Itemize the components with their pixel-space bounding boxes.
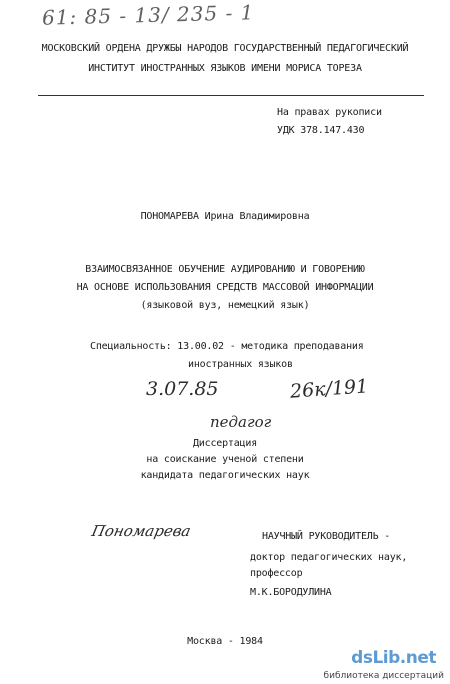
- degree-line2: кандидата педагогических наук: [140, 470, 310, 481]
- author-name: ПОНОМАРЕВА Ирина Владимировна: [140, 211, 310, 222]
- institution-header-line2: ИНСТИТУТ ИНОСТРАННЫХ ЯЗЫКОВ ИМЕНИ МОРИСА ТОРЕЗА: [88, 63, 362, 74]
- thesis-title-line1: ВЗАИМОСВЯЗАННОЕ ОБУЧЕНИЕ АУДИРОВАНИЮ И ГОВОРЕНИЮ: [85, 264, 365, 275]
- rights-notice: На правах рукописи: [277, 107, 382, 118]
- thesis-title-line2: НА ОСНОВЕ ИСПОЛЬЗОВАНИЯ СРЕДСТВ МАССОВОЙ ИНФОРМАЦИИ: [76, 282, 374, 293]
- supervisor-degree: доктор педагогических наук,: [250, 552, 408, 563]
- header-divider: [38, 95, 424, 96]
- thesis-title-line3: (языковой вуз, немецкий язык): [140, 300, 310, 311]
- archive-mark: 61: 85 - 13/ 235 - 1: [41, 0, 255, 30]
- degree-line1: на соискание ученой степени: [146, 454, 304, 465]
- watermark-logo: dsLib.net: [351, 648, 436, 668]
- specialty-code: Специальность: 13.00.02 - методика преподавания: [90, 341, 364, 352]
- handwritten-reference: 26к/191: [289, 375, 369, 403]
- udc-code: УДК 378.147.430: [277, 125, 365, 136]
- supervisor-heading: НАУЧНЫЙ РУКОВОДИТЕЛЬ -: [262, 531, 391, 542]
- handwritten-date: 3.07.85: [146, 378, 219, 400]
- place-and-year: Москва - 1984: [187, 636, 263, 647]
- institution-header-line1: МОСКОВСКИЙ ОРДЕНА ДРУЖБЫ НАРОДОВ ГОСУДАРСТВЕННЫЙ ПЕДАГОГИЧЕСКИЙ: [41, 43, 409, 54]
- supervisor-title: профессор: [250, 568, 303, 579]
- watermark-caption: библиотека диссертаций: [323, 671, 444, 681]
- dissertation-label: Диссертация: [192, 438, 258, 449]
- supervisor-name: М.К.БОРОДУЛИНА: [250, 587, 332, 598]
- specialty-name: иностранных языков: [188, 359, 293, 370]
- handwritten-word: педагог: [210, 413, 272, 431]
- author-signature: Пономарева: [90, 522, 193, 540]
